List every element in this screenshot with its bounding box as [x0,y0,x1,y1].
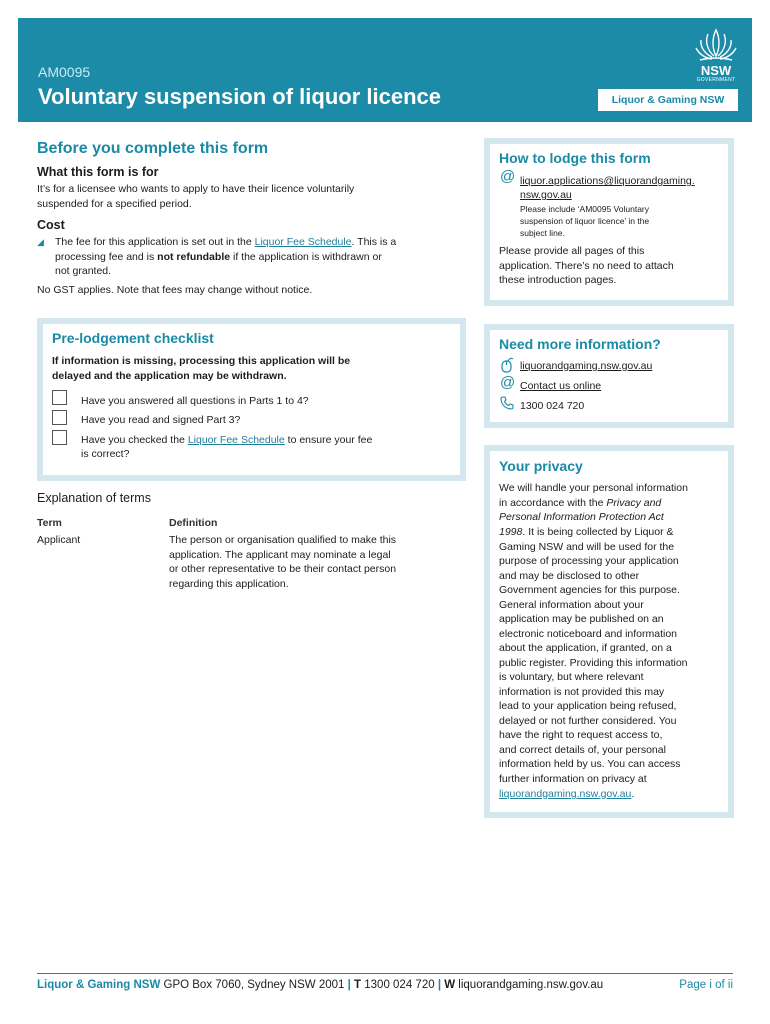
lodge-email-link-2[interactable]: nsw.gov.au [520,189,572,201]
privacy-line-3: Personal Information Protection Act [499,511,664,523]
phone-icon [500,396,514,415]
privacy-line-15: information is not provided this may [499,686,665,698]
terms-col-term: Term [37,517,62,529]
before-heading: Before you complete this form [37,140,269,157]
cost-heading: Cost [37,218,65,232]
definition-line-4: regarding this application. [169,578,289,590]
privacy-line-16: lead to your application being refused, [499,700,677,712]
lodge-text-2: application. There’s no need to attach [499,260,674,272]
checkbox-signed-part-3[interactable] [52,410,67,425]
footer-address: GPO Box 7060, Sydney NSW 2001 [160,979,348,991]
privacy-line-21: further information on privacy at [499,773,647,785]
privacy-line-6: purpose of processing your application [499,555,679,567]
privacy-line-11: electronic noticeboard and information [499,628,678,640]
header-banner [18,18,752,122]
footer: Liquor & Gaming NSW GPO Box 7060, Sydney NSW 2001 | T 1300 024 720 | W liquorandgaming.nsw.gov.au Page i of ii [37,979,733,991]
lodge-text-3: these introduction pages. [499,274,617,286]
what-text-line-1: It’s for a licensee who wants to apply to have their licence voluntarily [37,183,355,195]
checklist-item-2: Have you read and signed Part 3? [81,414,241,426]
website-link[interactable]: liquorandgaming.nsw.gov.au [520,360,653,372]
checklist-warning-2: delayed and the application may be withdrawn. [52,370,287,382]
form-code: AM0095 [38,64,91,80]
privacy-line-7: and may be disclosed to other [499,570,640,582]
checklist-heading: Pre-lodgement checklist [52,330,214,346]
what-text-line-2: suspended for a specified period. [37,198,192,210]
waratah-logo-icon [690,26,742,64]
privacy-line-13: public register. Providing this information [499,657,688,669]
checklist-item-3: Have you checked the Liquor Fee Schedule to ensure your fee [81,434,373,446]
checkbox-checked-fee[interactable] [52,430,67,445]
definition-line-3: or other representative to be their contact person [169,563,397,575]
privacy-line-1: We will handle your personal information [499,482,688,494]
privacy-line-2: in accordance with the Privacy and [499,497,662,509]
definition-line-2: application. The applicant may nominate a legal [169,549,391,561]
checklist-warning-1: If information is missing, processing this application will be [52,355,351,367]
triangle-bullet-icon: ◢ [37,237,44,247]
lodge-email-link-1[interactable]: liquor.applications@liquorandgaming. [520,175,695,187]
definition-line-1: The person or organisation qualified to make this [169,534,397,546]
privacy-line-17: delayed or not further considered. You [499,715,677,727]
footer-org: Liquor & Gaming NSW [37,979,161,991]
footer-rule [37,973,733,974]
cost-line-1: The fee for this application is set out in the Liquor Fee Schedule. This is a [55,236,397,248]
privacy-line-19: and correct details of, your personal [499,744,666,756]
info-heading: Need more information? [499,336,661,352]
cost-line-2: processing fee and is not refundable if the application is withdrawn or [55,251,382,263]
lodge-text-1: Please provide all pages of this [499,245,645,257]
privacy-line-20: information held by us. You can access [499,758,681,770]
checklist-item-3-line-2: is correct? [81,448,130,460]
privacy-line-14: is voluntary, but where relevant [499,671,644,683]
lodge-note-1: Please include ‘AM0095 Voluntary [520,204,649,214]
checklist-item-1: Have you answered all questions in Parts 1 to 4? [81,395,309,407]
checkbox-answered-questions[interactable] [52,390,67,405]
cost-line-3: not granted. [55,265,112,277]
privacy-line-8: Government agencies for this purpose. [499,584,680,596]
agency-tag: Liquor & Gaming NSW [598,89,738,111]
privacy-line-5: Gaming NSW and will be used for the [499,541,675,553]
phone-number: 1300 024 720 [520,400,585,412]
terms-heading: Explanation of terms [37,491,151,505]
contact-online-link[interactable]: Contact us online [520,380,602,392]
lodge-heading: How to lodge this form [499,150,651,166]
privacy-line-9: General information about your [499,599,644,611]
footer-web: liquorandgaming.nsw.gov.au [455,979,604,991]
privacy-line-10: application may be published on an [499,613,664,625]
nsw-government-logo [690,26,742,86]
privacy-heading: Your privacy [499,458,583,474]
logo-government-text: GOVERNMENT [696,77,736,83]
privacy-line-4: 1998. It is being collected by Liquor & [499,526,674,538]
privacy-line-18: have the right to request access to, [499,729,663,741]
page-title: Voluntary suspension of liquor licence [38,84,441,109]
privacy-website-link[interactable]: liquorandgaming.nsw.gov.au [499,788,632,800]
terms-col-definition: Definition [169,517,218,529]
lodge-note-2: suspension of liquor licence’ in the [520,216,650,226]
logo-nsw-text: NSW [700,63,732,78]
at-icon-contact: @ [500,374,516,391]
what-heading: What this form is for [37,165,159,179]
lodge-note-3: subject line. [520,228,565,238]
liquor-fee-schedule-link[interactable]: Liquor Fee Schedule [254,236,352,248]
privacy-line-22: liquorandgaming.nsw.gov.au. [499,788,635,800]
at-icon: @ [500,168,516,185]
checklist-fee-schedule-link[interactable]: Liquor Fee Schedule [187,434,285,446]
page-number: Page i of ii [679,979,733,991]
privacy-line-12: about the application, if granted, on a [499,642,672,654]
gst-text: No GST applies. Note that fees may change without notice. [37,284,313,296]
term-applicant: Applicant [37,534,81,546]
footer-phone: 1300 024 720 [361,979,438,991]
